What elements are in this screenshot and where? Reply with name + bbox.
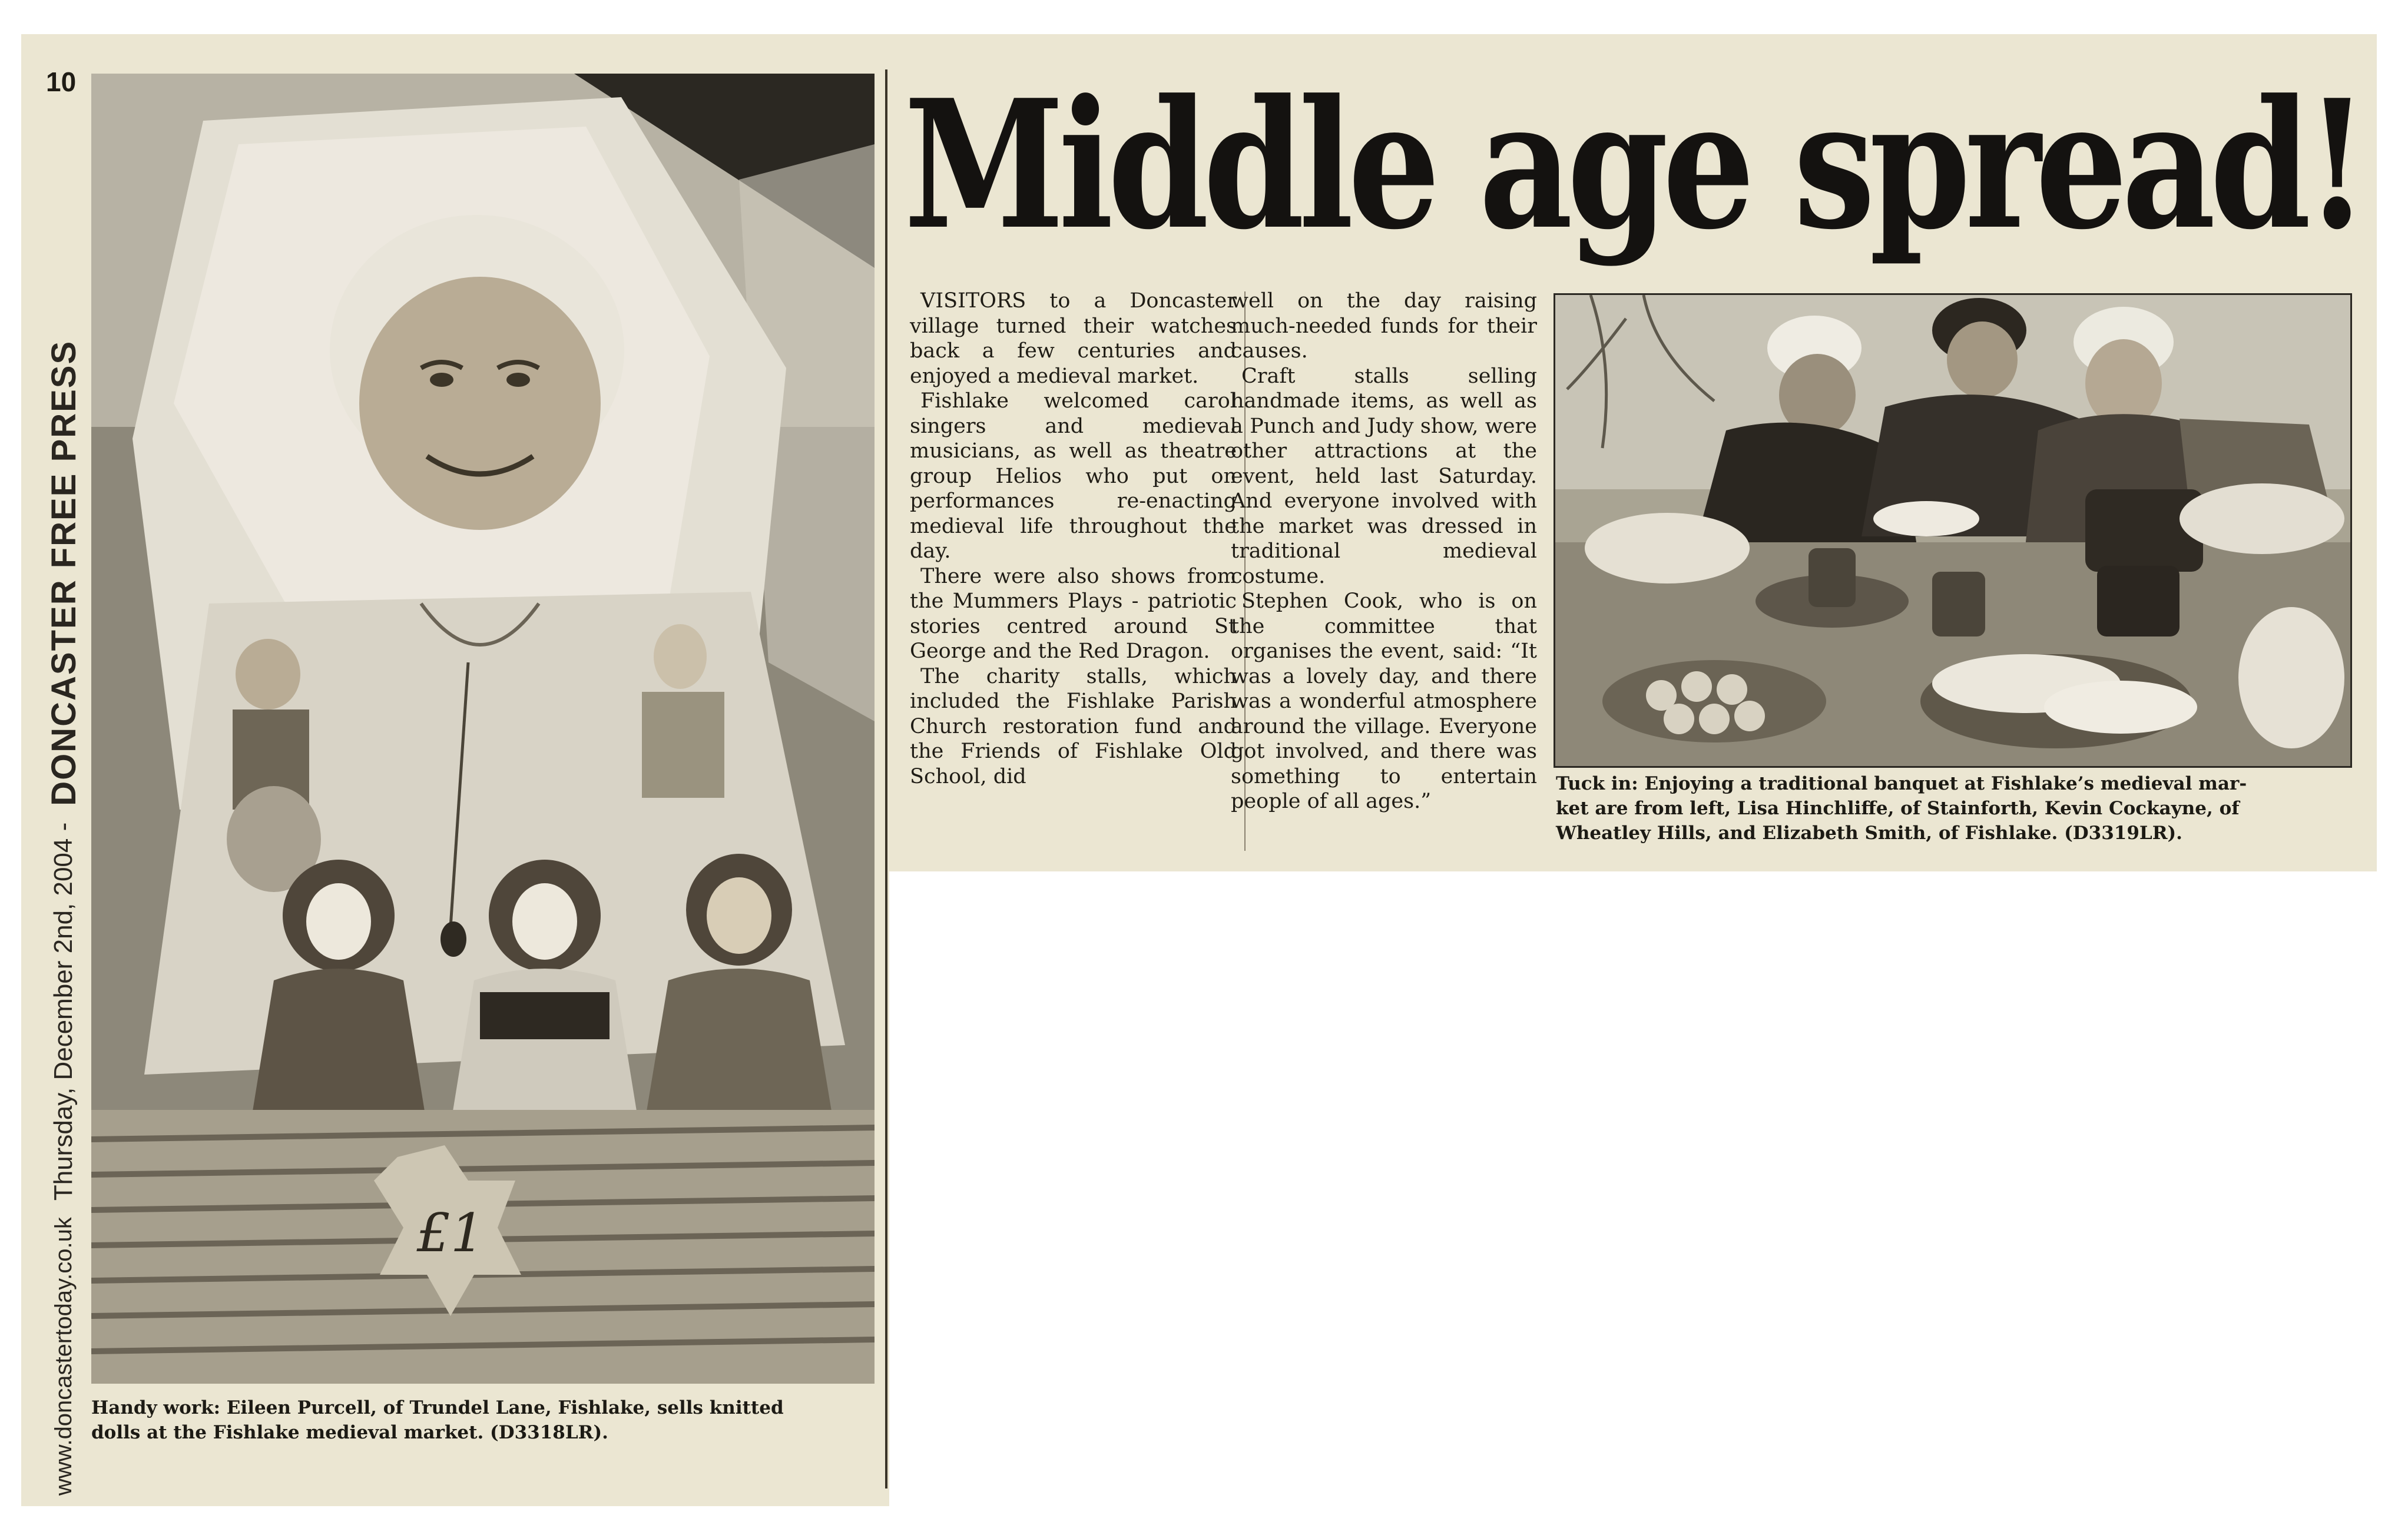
website-url: www.doncastertoday.co.uk — [50, 1217, 77, 1496]
side-strip — [34, 35, 93, 1496]
article-paragraph: Fishlake welcomed carol singers and medieval musicians, as well as theatre group Helios who put on performances re-enacting medieval life throughout the day. — [910, 389, 1237, 563]
caption-line: Tuck in: Enjoying a traditional banquet at Fishlake’s medieval mar- — [1556, 773, 2247, 794]
clipping-cut-area — [889, 871, 2397, 1525]
article-paragraph: The charity stalls, which included the Fishlake Parish Church restoration fund and the Friends of Fishlake Old School, did — [910, 664, 1237, 788]
article-paragraph: well on the day raising much-needed funds for their causes. — [1231, 289, 1537, 363]
article-paragraph: Craft stalls selling handmade items, as well as a Punch and Judy show, were other attractions at the event, held last Saturday. And everyone involved with the market was dressed in traditional medieval costume. — [1231, 364, 1537, 588]
article-column-1 — [910, 289, 1237, 789]
caption-line: Wheatley Hills, and Elizabeth Smith, of Fishlake. (D3319LR). — [1556, 823, 2182, 844]
price-tag: £1 — [416, 1202, 485, 1264]
caption-line: ket are from left, Lisa Hinchliffe, of Stainforth, Kevin Cockayne, of — [1556, 798, 2240, 819]
issue-date: Thursday, December 2nd, 2004 - — [49, 822, 78, 1201]
column-rule — [885, 69, 887, 1488]
left-photo-caption — [91, 1395, 880, 1445]
right-photo-caption — [1556, 771, 2363, 846]
article-paragraph: Stephen Cook, who is on the committee that organises the event, said: “It was a lovely day, and there was a wonderful atmosphere around the village. Everyone got involved, and there was something to entertain people of all ages.” — [1231, 589, 1537, 813]
newspaper-name: DONCASTER FREE PRESS — [44, 340, 83, 806]
article-column-2 — [1231, 289, 1537, 814]
page-number: 10 — [46, 67, 77, 97]
banquet-photo — [1554, 293, 2352, 768]
headline: Middle age spread! — [904, 61, 2363, 268]
banquet-illustration — [1555, 295, 2350, 766]
caption-line: dolls at the Fishlake medieval market. (D3318LR). — [91, 1422, 608, 1443]
knitted-dolls-photo — [91, 74, 875, 1384]
article-paragraph: VISITORS to a Doncaster village turned their watches back a few centuries and enjoyed a medieval market. — [910, 289, 1237, 388]
knitted-dolls-illustration — [91, 74, 875, 1384]
caption-line: Handy work: Eileen Purcell, of Trundel Lane, Fishlake, sells knitted — [91, 1397, 784, 1418]
article-paragraph: There were also shows from the Mummers Plays - patriotic stories centred around St George and the Red Dragon. — [910, 564, 1237, 663]
